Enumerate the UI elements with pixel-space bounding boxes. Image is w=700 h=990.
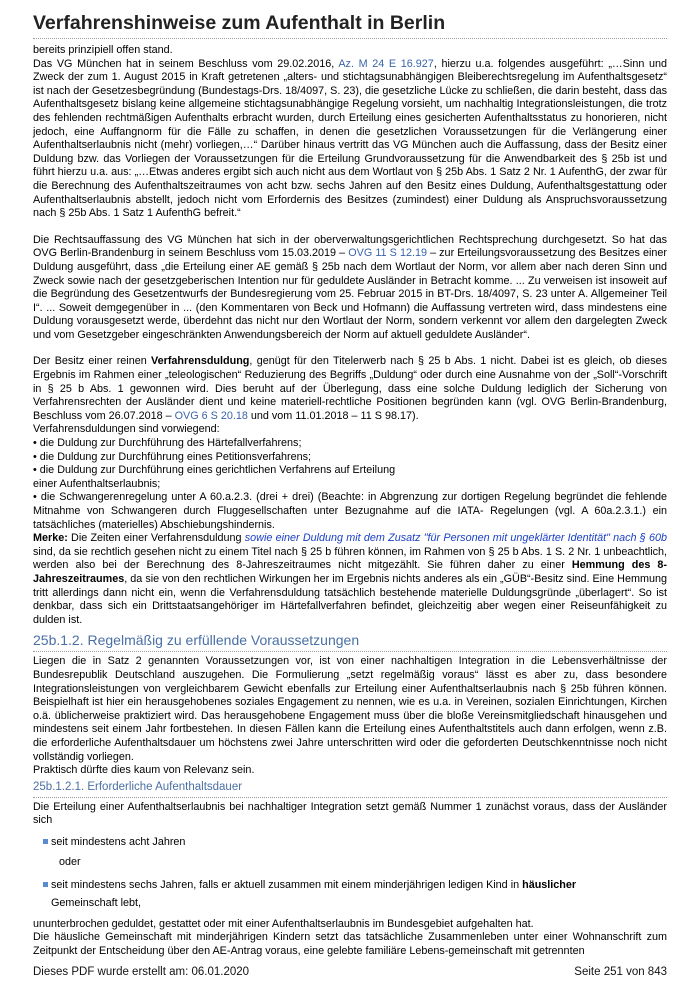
subsection-after: ununterbrochen geduldet, gestattet oder mit einer Aufenthaltserlaubnis im Bundesgebiet aufgehalten hat. [33, 917, 534, 930]
list-item: einer Aufenthaltserlaubnis; [33, 477, 161, 490]
document-page [33, 10, 667, 959]
square-bullet-icon [43, 882, 48, 887]
paragraph-vg-muenchen: Das VG München hat in seinem Beschluss vom 29.02.2016, Az. M 24 E 16.927, hierzu u.a. folgendes ausgeführt: „…Sinn und Zweck der zum 1. August 2015 in Kraft getretenen „alters- und stichtagsunabhängigen Bleiberechtsregelung im Aufenthaltsgesetz“ ist nach der Gesetzesbegründung (Bundestags-Drs. 18/4097, S. 23), die gesetzliche Lücke zu schließen, die darin besteht, dass das Aufenthaltsgesetz bislang keine allgemeine stichtagsunabhängige Regelung vorsieht, um nachhaltig Integrationsleistungen, die trotz des fehlenden rechtmäßigen Aufenthalts erbracht wurden, durch Erteilung eines gesicherten Aufenthaltsstatus zu honorieren, nicht jedoch, eine Auffangnorm für die Fälle zu schaffen, in denen die gesetzlichen Voraussetzungen für die Verlängerung einer Aufenthaltserlaubnis nicht (mehr) vorliegen,…“ Darüber hinaus vertritt das VG München auch die Auffassung, dass der Besitz einer Duldung bzw. das Vorliegen der Voraussetzungen für die Erteilung Grundvoraussetzung für die Anwendbarkeit des § 25b ist und führt hierzu u.a. aus: „…Etwas anderes ergibt sich auch nicht aus dem Wortlaut von § 25b Abs. 1 Satz 2 Nr. 1 AufenthG, der zwar für die Berechnung des Aufenthaltszeitraumes von acht bzw. sechs Jahren auf den Besitz eines Duldung, Aufenthaltsgestattung oder Aufenthaltserlaubnis abstellt, jedoch nicht vom Erfordernis des Besitzes (zumindest) einer Duldung als Anspruchsvoraussetzung nach § 25b Abs. 1 Satz 1 AufenthG befreit.“ [33, 57, 668, 220]
subsection-divider [33, 797, 667, 798]
paragraph-verfahrensduldung: Der Besitz einer reinen Verfahrensduldung, genügt für den Titelerwerb nach § 25 b Abs. 1 nicht. Dabei ist es gleich, ob dieses Ergebnis im Rahmen einer „teleologischen“ Reduzierung des Begriffs „Duldung“ oder durch eine Ausnahme von der „Soll“-Vorschrift in § 25 b Abs. 1 gewonnen wird. Dies beruht auf der Überlegung, dass eine solche Duldung lediglich der Sicherung von Verfahrensrechten der Ausländer dient und keine materiell-rechtliche Positionen begründen kann (vgl. OVG Berlin-Brandenburg, Beschluss vom 26.07.2018 – OVG 6 S 20.18 und vom 11.01.2018 – 11 S 98.17). [33, 355, 667, 422]
list-item: • die Duldung zur Durchführung eines Petitionsverfahrens; [33, 450, 312, 463]
footer-created-date: Dieses PDF wurde erstellt am: 06.01.2020 [33, 966, 250, 978]
merke-note: Merke: Die Zeiten einer Verfahrensduldung sowie einer Duldung mit dem Zusatz "für Personen mit ungeklärter Identität" nach § 60b sind, da sie rechtlich gesehen nicht zu einem Titel nach § 25 b führen können, im Rahmen von § 25 b Abs. 1 S. 2 Nr. 1 unbeachtlich, werden also bei der Berechnung des 8-Jahreszeitraumes nicht mitgezählt. Sie führen daher zu einer Hemmung des 8-Jahreszeitraumes, da sie von den rechtlichen Wirkungen her im Ergebnis nichts anderes als ein „GÜB“-Besitz sind. Eine Hemmung tritt allerdings dann nicht ein, wenn die Verfahrensduldung tatsächlich bestehende materielle Duldungsgründe „überlagert“. So ist denkbar, dass sich ein Drittstaatsangehöriger im Härtefallverfahren befindet, gleichzeitig aber wegen einer Reiseunfähigkeit zu dulden ist. [33, 532, 667, 626]
link-az-m24e[interactable]: Az. M 24 E 16.927 [338, 57, 434, 70]
oder-text: oder [59, 855, 81, 868]
subsection-heading: 25b.1.2.1. Erforderliche Aufenthaltsdauer [33, 780, 243, 793]
document-body [33, 44, 667, 627]
list-intro: Verfahrensduldungen sind vorwiegend: [33, 423, 220, 436]
document-title: Verfahrenshinweise zum Aufenthalt in Berlin [33, 12, 446, 34]
section-paragraph: Liegen die in Satz 2 genannten Voraussetzungen vor, ist von einer nachhaltigen Integration in die Lebensverhältnisse der Bundesrepublik Deutschland auszugehen. Die Formulierung „setzt regelmäßig voraus“ lässt es aber zu, dass besondere Integrationsleistungen von vergleichbarem Gewicht ebenfalls zur Erteilung einer Aufenthaltserlaubnis nach § 25b führen können. Beispielhaft ist hier ein herausgehobenes soziales Engagement zu nennen, wie es u.a. in Vereinen, sozialen Einrichtungen, Kirchen o.ä. üblicherweise praktiziert wird. Das herausgehobene Engagement muss über die bloße Vereinsmitgliedschaft hinausgehen und mindestens seit einem Jahr fortbestehen. In diesen Fällen kann die Erteilung eines Aufenthaltstitels auch dann erfolgen, wenn z.B. die erforderliche Aufenthaltsdauer um höchstens zwei Jahre unterschritten wird oder die geforderten Deutschkenntnisse noch nicht vollständig vorliegen. [33, 655, 667, 763]
title-divider [33, 38, 667, 39]
subsection-body [33, 801, 667, 959]
link-ovg-11s[interactable]: OVG 11 S 12.19 [348, 247, 427, 260]
section-body [33, 655, 667, 777]
list-item: seit mindestens acht Jahren [33, 833, 667, 851]
page-footer [33, 966, 667, 978]
square-bullet-icon [43, 839, 48, 844]
paragraph-ovg: Die Rechtsauffassung des VG München hat sich in der oberverwaltungsgerichtlichen Rechtsprechung durchgesetzt. So hat das OVG Berlin-Brandenburg in seinem Beschluss vom 15.03.2019 – OVG 11 S 12.19 – zur Erteilungsvoraussetzung des Besitzes einer Duldung ausgeführt, dass „die Erteilung einer AE gemäß § 25b nach dem Wortlaut der Norm, vor allem aber nach deren Sinn und Zweck sowie nach der gesetzgeberischen Intention nur für geduldete Ausländer in Betracht komme. ... Zu verweisen ist insoweit auf die Begründung des Gesetzentwurfs der Bundesregierung vom 25. Februar 2015 in BT-Drs. 18/4097, S. 23 unter A. Allgemeiner Teil I“. ... Soweit demgegenüber in ... (den Kommentaren von Beck und Hofmann) die Auffassung vertreten wird, dass mindestens eine Duldung vorausgesetzt werde, überdehnt das nicht nur den Wortlaut der Norm, sondern verkennt vor allem den dargelegten Zweck und vom Gesetzgeber eingeschränkten Anwendungsbereich der Norm auf aktuell geduldete Ausländer“. [33, 233, 667, 341]
subsection-last: Die häusliche Gemeinschaft mit minderjährigen Kindern setzt das tatsächliche Zusammenleben unter einer Wohnanschrift zum Zeitpunkt der Entscheidung über den AE-Antrag voraus, eine gelebte familiäre Lebens-gemeinschaft mit getrennten [33, 931, 667, 958]
section-divider [33, 651, 667, 652]
paragraph-continuation: bereits prinzipiell offen stand. [33, 44, 173, 56]
subsection-intro: Die Erteilung einer Aufenthaltserlaubnis bei nachhaltiger Integration setzt gemäß Nummer 1 zunächst voraus, dass der Ausländer sich [33, 800, 667, 827]
section-heading: 25b.1.2. Regelmäßig zu erfüllende Voraussetzungen [33, 632, 360, 649]
list-item: • die Duldung zur Durchführung des Härtefallverfahrens; [33, 437, 302, 450]
list-item: seit mindestens sechs Jahren, falls er aktuell zusammen mit einem minderjährigen ledigen Kind in häuslicher Gemeinschaft lebt, [33, 876, 667, 912]
footer-page-number: Seite 251 von 843 [574, 966, 667, 978]
list-item: • die Duldung zur Durchführung eines gerichtlichen Verfahrens auf Erteilung [33, 464, 396, 477]
list-item: • die Schwangerenregelung unter A 60.a.2.3. (drei + drei) (Beachte: in Abgrenzung zur dortigen Regelung begründet die fehlende Mitnahme von Schwangeren durch Fluggesellschaften unter Bezugnahme auf die IATA- Regelungen (vgl. A 60a.2.3.1.) ein tatsächliches (materielles) Abschiebungshindernis. [33, 491, 667, 531]
section-practical-note: Praktisch dürfte dies kaum von Relevanz sein. [33, 764, 255, 777]
link-ovg-6s[interactable]: OVG 6 S 20.18 [174, 409, 248, 422]
